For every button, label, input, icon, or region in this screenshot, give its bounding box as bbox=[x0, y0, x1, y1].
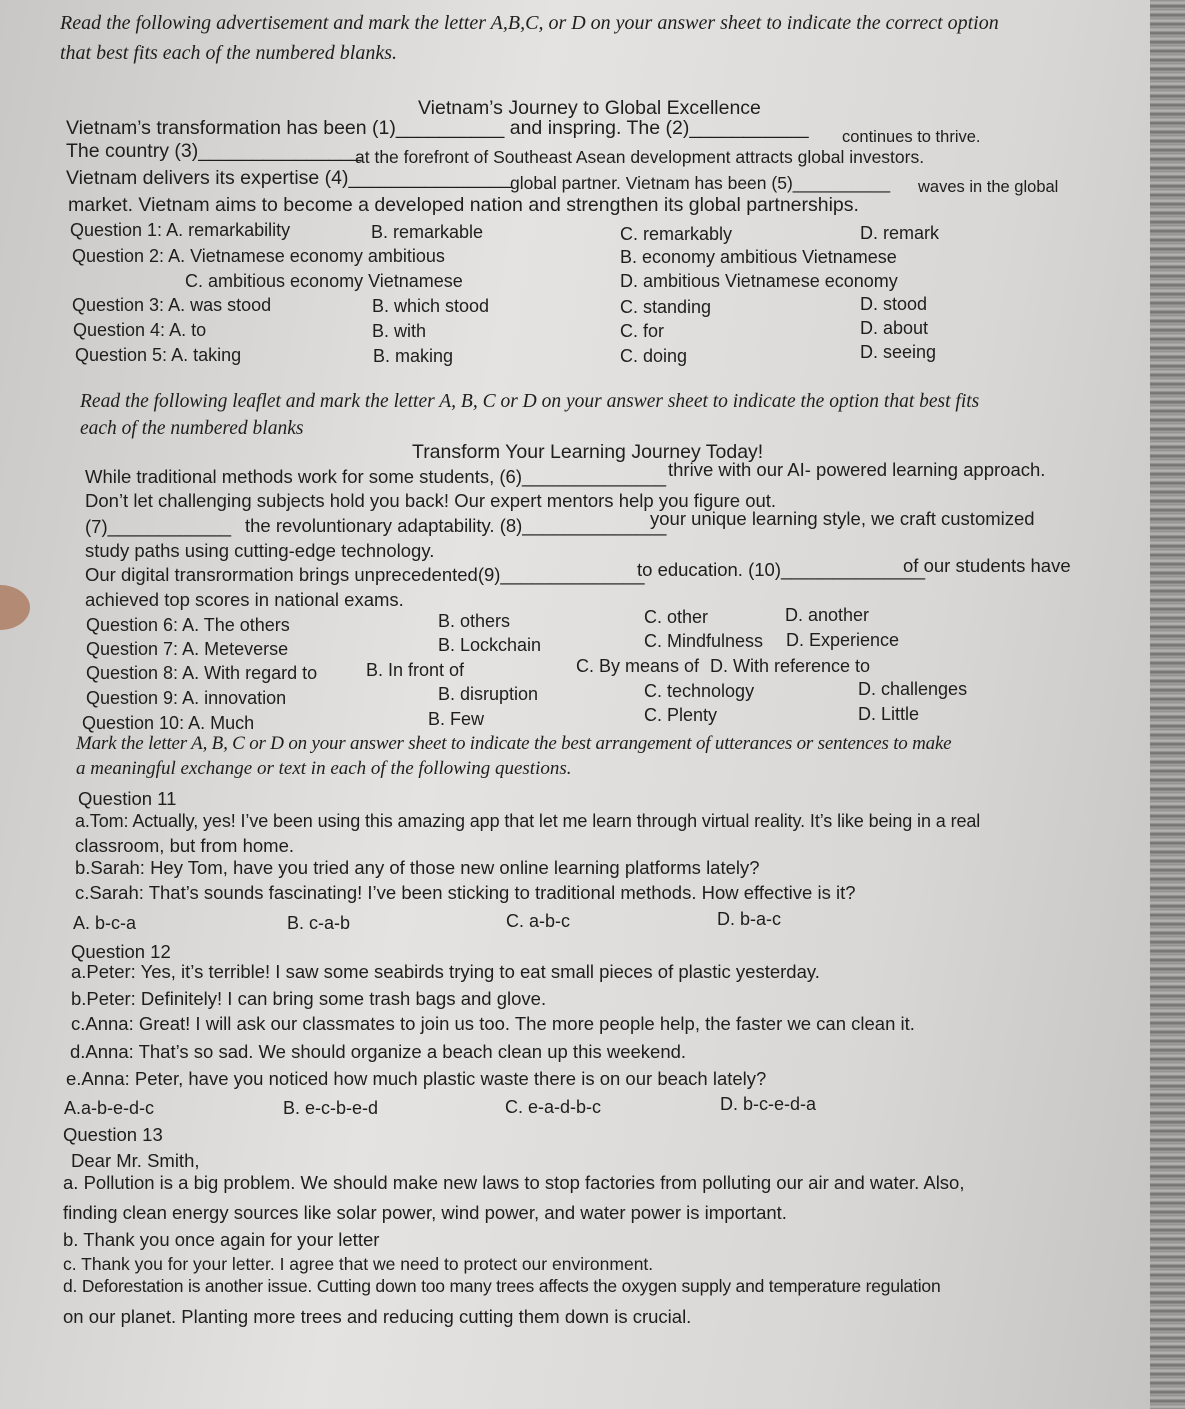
q2-option-b: B. economy ambitious Vietnamese bbox=[620, 247, 897, 267]
q1-option-d: D. remark bbox=[860, 223, 940, 243]
q11-utterance-b: b.Sarah: Hey Tom, have you tried any of those new online learning platforms lately? bbox=[75, 857, 760, 878]
instruction-part3-line1: Mark the letter A, B, C or D on your answer sheet to indicate the best arrangement of utterances or sentences to make bbox=[76, 733, 952, 754]
q12-option-a: A.a-b-e-d-c bbox=[64, 1098, 155, 1118]
leaflet-line3c: your unique learning style, we craft customized bbox=[650, 508, 1035, 529]
q12-utterance-b: b.Peter: Definitely! I can bring some trash bags and glove. bbox=[71, 988, 547, 1009]
q12-utterance-a: a.Peter: Yes, it’s terrible! I saw some seabirds trying to eat small pieces of plastic yesterday. bbox=[71, 961, 820, 982]
q1-label: Question 1: A. remarkability bbox=[70, 220, 291, 240]
q12-option-b: B. e-c-b-e-d bbox=[283, 1098, 379, 1118]
q12-utterance-e: e.Anna: Peter, have you noticed how much plastic waste there is on our beach lately? bbox=[66, 1068, 767, 1089]
q5-option-c: C. doing bbox=[620, 346, 688, 366]
q13-sentence-d-line1: d. Deforestation is another issue. Cutting down too many trees affects the oxygen supply and temperature regulation bbox=[63, 1276, 941, 1296]
q4-label: Question 4: A. to bbox=[73, 320, 207, 340]
q8-option-b: B. In front of bbox=[366, 660, 465, 680]
q4-option-c: C. for bbox=[620, 321, 665, 341]
q12-utterance-d: d.Anna: That’s so sad. We should organize a beach clean up this weekend. bbox=[70, 1041, 687, 1062]
q9-option-c: C. technology bbox=[644, 681, 755, 701]
q11-option-a: A. b-c-a bbox=[73, 913, 137, 933]
leaflet-line3a: (7)____________ bbox=[85, 516, 232, 537]
q13-sentence-b: b. Thank you once again for your letter bbox=[63, 1229, 380, 1250]
advertisement-line3a: Vietnam delivers its expertise (4)_______________ bbox=[66, 167, 512, 189]
q2-label: Question 2: A. Vietnamese economy ambitious bbox=[72, 246, 445, 266]
q7-option-d: D. Experience bbox=[786, 630, 900, 650]
q2-option-c: C. ambitious economy Vietnamese bbox=[185, 271, 463, 291]
q7-option-c: C. Mindfulness bbox=[644, 631, 764, 651]
q3-option-d: D. stood bbox=[860, 294, 928, 314]
q8-option-d: D. With reference to bbox=[710, 656, 871, 676]
q6-option-d: D. another bbox=[785, 605, 870, 625]
leaflet-line5c: of our students have bbox=[903, 555, 1071, 576]
advertisement-line1a: Vietnam’s transformation has been (1)__________ and inspring. The (2)___________ bbox=[66, 117, 809, 139]
q1-option-b: B. remarkable bbox=[371, 222, 484, 242]
advertisement-line2b: at the forefront of Southeast Asean development attracts global investors. bbox=[355, 147, 925, 167]
q3-option-c: C. standing bbox=[620, 297, 712, 317]
q10-option-b: B. Few bbox=[428, 709, 485, 729]
q12-option-c: C. e-a-d-b-c bbox=[505, 1097, 602, 1117]
q2-option-d: D. ambitious Vietnamese economy bbox=[620, 271, 898, 291]
advertisement-title: Vietnam’s Journey to Global Excellence bbox=[418, 97, 761, 119]
q11-utterance-a-line2: classroom, but from home. bbox=[75, 835, 294, 856]
leaflet-line5b: to education. (10)______________ bbox=[637, 559, 926, 580]
leaflet-line4: study paths using cutting-edge technology. bbox=[85, 540, 435, 561]
q1-option-c: C. remarkably bbox=[620, 224, 733, 244]
advertisement-line3c: waves in the global bbox=[918, 178, 1059, 196]
leaflet-line1b: thrive with our AI- powered learning approach. bbox=[668, 459, 1046, 480]
q5-option-b: B. making bbox=[373, 346, 454, 366]
q5-option-d: D. seeing bbox=[860, 342, 937, 362]
q12-utterance-c: c.Anna: Great! I will ask our classmates to join us too. The more people help, the faster we can clean it. bbox=[71, 1013, 915, 1034]
q6-label: Question 6: A. The others bbox=[86, 615, 290, 635]
advertisement-line1b: continues to thrive. bbox=[842, 128, 981, 146]
q11-utterance-a-line1: a.Tom: Actually, yes! I’ve been using this amazing app that let me learn through virtual reality. It’s like being in a real bbox=[75, 811, 981, 831]
q11-label: Question 11 bbox=[78, 788, 177, 809]
q8-option-c: C. By means of bbox=[576, 656, 700, 676]
page-stack-edge bbox=[1150, 0, 1185, 1409]
thumb bbox=[0, 585, 30, 630]
q11-utterance-c: c.Sarah: That’s sounds fascinating! I’ve been sticking to traditional methods. How effective is it? bbox=[75, 882, 856, 903]
instruction-part2-line1: Read the following leaflet and mark the letter A, B, C or D on your answer sheet to indicate the option that best fits bbox=[80, 391, 980, 412]
q8-label: Question 8: A. With regard to bbox=[86, 663, 318, 683]
q6-option-b: B. others bbox=[438, 611, 511, 631]
q11-option-d: D. b-a-c bbox=[717, 909, 782, 929]
q13-sentence-d-line2: on our planet. Planting more trees and reducing cutting them down is crucial. bbox=[63, 1306, 692, 1327]
q5-label: Question 5: A. taking bbox=[75, 345, 242, 365]
q13-greeting: Dear Mr. Smith, bbox=[71, 1150, 200, 1171]
q9-label: Question 9: A. innovation bbox=[86, 688, 287, 708]
leaflet-title: Transform Your Learning Journey Today! bbox=[412, 441, 764, 463]
q9-option-d: D. challenges bbox=[858, 679, 968, 699]
q4-option-b: B. with bbox=[372, 321, 427, 341]
leaflet-line3b: the revoluntionary adaptability. (8)______________ bbox=[245, 515, 667, 536]
q6-option-c: C. other bbox=[644, 607, 709, 627]
leaflet-line2: Don’t let challenging subjects hold you back! Our expert mentors help you figure out. bbox=[85, 490, 777, 511]
advertisement-line3b: global partner. Vietnam has been (5)__________ bbox=[510, 173, 891, 193]
advertisement-line2a: The country (3)_______________ bbox=[66, 140, 361, 162]
q12-label: Question 12 bbox=[71, 941, 171, 962]
q12-option-d: D. b-c-e-d-a bbox=[720, 1094, 817, 1114]
q3-option-b: B. which stood bbox=[372, 296, 490, 316]
q7-label: Question 7: A. Meteverse bbox=[86, 639, 289, 659]
leaflet-line5a: Our digital transrormation brings unprecedented(9)______________ bbox=[85, 564, 645, 585]
q3-label: Question 3: A. was stood bbox=[72, 295, 272, 315]
q13-sentence-a-line2: finding clean energy sources like solar power, wind power, and water power is important. bbox=[63, 1202, 787, 1223]
leaflet-line1a: While traditional methods work for some students, (6)______________ bbox=[85, 466, 667, 487]
q11-option-b: B. c-a-b bbox=[287, 913, 351, 933]
q4-option-d: D. about bbox=[860, 318, 929, 338]
q13-sentence-a-line1: a. Pollution is a big problem. We should make new laws to stop factories from polluting our air and water. Also, bbox=[63, 1172, 965, 1193]
leaflet-line6: achieved top scores in national exams. bbox=[85, 589, 404, 610]
q10-option-c: C. Plenty bbox=[644, 705, 718, 725]
q9-option-b: B. disruption bbox=[438, 684, 539, 704]
q13-sentence-c: c. Thank you for your letter. I agree that we need to protect our environment. bbox=[63, 1254, 654, 1274]
instruction-part2-line2: each of the numbered blanks bbox=[80, 418, 304, 439]
q10-option-d: D. Little bbox=[858, 704, 920, 724]
q7-option-b: B. Lockchain bbox=[438, 635, 542, 655]
q11-option-c: C. a-b-c bbox=[506, 911, 571, 931]
q13-label: Question 13 bbox=[63, 1124, 163, 1145]
instruction-part3-line2: a meaningful exchange or text in each of the following questions. bbox=[76, 758, 572, 779]
q10-label: Question 10: A. Much bbox=[82, 713, 255, 733]
instruction-part1-line2: that best fits each of the numbered blanks. bbox=[60, 42, 397, 64]
advertisement-line4: market. Vietnam aims to become a developed nation and strengthen its global partnerships. bbox=[68, 194, 859, 216]
instruction-part1-line1: Read the following advertisement and mark the letter A,B,C, or D on your answer sheet to indicate the correct option bbox=[60, 12, 999, 34]
